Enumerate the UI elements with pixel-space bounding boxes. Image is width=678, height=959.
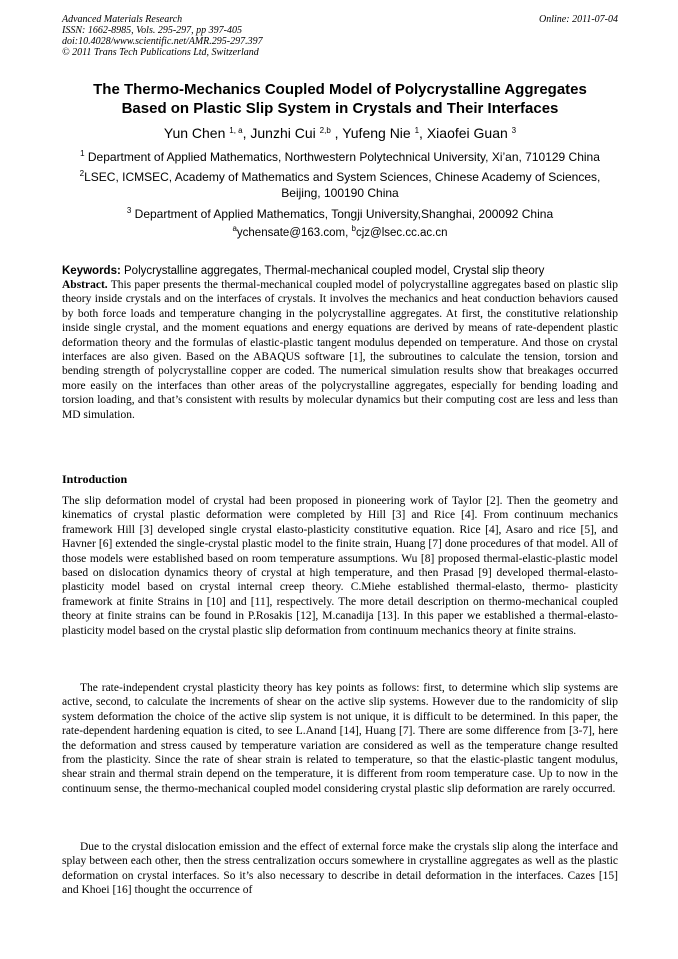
- abstract-label: Abstract.: [62, 279, 108, 291]
- abstract: [62, 278, 618, 422]
- email-sup: b: [351, 224, 356, 233]
- author-sup: 1, a: [229, 126, 243, 135]
- title-line-1: The Thermo-Mechanics Coupled Model of Polycrystalline Aggregates: [93, 81, 587, 98]
- author-sup: 3: [511, 126, 517, 135]
- affiliation-text: Department of Applied Mathematics, Tongji University,Shanghai, 200092 China: [134, 207, 554, 221]
- affiliation-sup: 3: [126, 206, 132, 215]
- affiliation-2: [62, 169, 618, 201]
- copyright-line: © 2011 Trans Tech Publications Ltd, Switzerland: [62, 47, 259, 58]
- email-sup: a: [232, 224, 237, 233]
- keywords-label: Keywords:: [62, 265, 121, 277]
- author-sup: 2,b: [319, 126, 331, 135]
- affiliation-3: [62, 206, 618, 222]
- issn-line: ISSN: 1662-8985, Vols. 295-297, pp 397-405: [62, 25, 242, 36]
- title-line-2: Based on Plastic Slip System in Crystals and Their Interfaces: [121, 100, 559, 117]
- author-name: Xiaofei Guan: [426, 125, 508, 141]
- email-a: ychensate@163.com,: [236, 227, 349, 239]
- intro-paragraph-2: The rate-independent crystal plasticity theory has key points as follows: first, to determine which slip systems are active, second, to calculate the increments of shear on the active slip systems. However due to the randomicity of slip system deformation the choice of the active slip system is not unique, it is difficult to be determined. In this paper, the rate-dependent hardening equation is cited, to see L.Anand [14], Huang [7]. There are some difference from [3-7], here the deformation and stress caused by temperature variation are considered as well as the temperature change resulted from the plasticity. Since the rate of shear strain is related to temperature, so that the elastic-plastic tangent modulus, shear strain and thermal strain depend on the temperature, it is different from room temperature case. Up to now in the continuum sense, the thermo-mechanical coupled model considering crystal plastic slip deformation are rarely occurred.: [62, 682, 618, 795]
- keywords-text: Polycrystalline aggregates, Thermal-mechanical coupled model, Crystal slip theory: [124, 265, 545, 277]
- affiliation-sup: 1: [80, 149, 85, 158]
- author-name: Junzhi Cui: [250, 125, 316, 141]
- intro-paragraph-1: The slip deformation model of crystal had been proposed in pioneering work of Taylor [2]. Then the geometry and kinematics of crystal plastic deformation were completed by Hill [3] and Rice [4]. From continuum mechanics framework Hill [3] developed single crystal elasto-plasticity constitutive equation. Rice [4], Asaro and rice [5], and Havner [6] extended the single-crystal plastic model to the finite strain, Huang [7] done procedures of that model. All of those models were established based on room temperature assumptions. Wu [8] proposed thermal-elastic-plastic model based on dislocation dynamics theory of crystal at high temperature, and then Prasad [9] developed thermal-elasto-plasticity model based on crystal internal creep theory. C.Miehe established thermal-elasto, thermo- plasticity framework at finite Strains in [10] and [11], respectively. The more detail description on thermo-mechanical coupled theory at finite strains can be found in P.Rosakis [12], M.canadija [13]. In this paper we established a thermal-elasto-plasticity model based on the crystal plastic slip deformation from continuum mechanics theory at finite strains.: [62, 495, 618, 637]
- paper-title: [62, 80, 618, 118]
- abstract-text: This paper presents the thermal-mechanical coupled model of polycrystalline aggregates based on plastic slip theory inside crystals and on the interfaces of crystals. It involves the mechanics and heat conduction behaviors caused by both force loads and temperature changing in the polycrystalline aggregates. At first, the constitutive relationship inside single crystal, and the moment equations and energy equations are derived by means of rate-dependent plastic deformation theory and the formulas of elastic-plastic tangent modulus depended on temperature. And those on crystal interfaces are also given. Based on the ABAQUS software [1], the subroutines to calculate the tension, torsion and bending strength of polycrystalline copper are coded. The numerical simulation results show that breakages occurred more easily on the interfaces than other areas of the polycrystalline aggregates, especially for bending loading and torsion loading, and that’s consistent with results by molecular dynamics but their computing cost are less and less than MD simulation.: [62, 279, 618, 421]
- affiliation-text: LSEC, ICMSEC, Academy of Mathematics and System Sciences, Chinese Academy of Sciences,: [84, 170, 601, 184]
- author-sup: 1: [414, 126, 420, 135]
- affiliation-text: Department of Applied Mathematics, Northwestern Polytechnical University, Xi’an, 710129 China: [87, 150, 600, 164]
- section-heading: Introduction: [62, 472, 128, 486]
- author-list: Yun Chen $^{1, a}$, Junzhi Cui $^{2,b}$ , Yufeng Nie $^1$, Xiaofei Guan $^3$: [163, 125, 517, 141]
- online-date: Online: 2011-07-04: [539, 14, 618, 25]
- keywords: [62, 264, 618, 278]
- journal-name: Advanced Materials Research: [62, 14, 183, 25]
- journal-header: [62, 14, 618, 58]
- email-line: [62, 226, 618, 241]
- doi-line: doi:10.4028/www.scientific.net/AMR.295-297.397: [62, 36, 263, 47]
- author-name: Yun Chen: [163, 125, 226, 141]
- affiliation-text-cont: Beijing, 100190 China: [281, 186, 399, 200]
- affiliation-1: [62, 149, 618, 165]
- email-b: cjz@lsec.cc.ac.cn: [355, 227, 448, 239]
- intro-paragraph-3: Due to the crystal dislocation emission and the effect of external force make the crystals slip along the interface and splay between each other, then the stress centralization occurs somewhere in crystalline aggregates as well as the plastic deformation on crystal interfaces. So it’s also necessary to describe in detail deformation in the interfaces. Cazes [15] and Khoei [16] thought the occurrence of: [62, 841, 618, 897]
- author-name: Yufeng Nie: [342, 125, 411, 141]
- affiliation-sup: 2: [79, 169, 85, 178]
